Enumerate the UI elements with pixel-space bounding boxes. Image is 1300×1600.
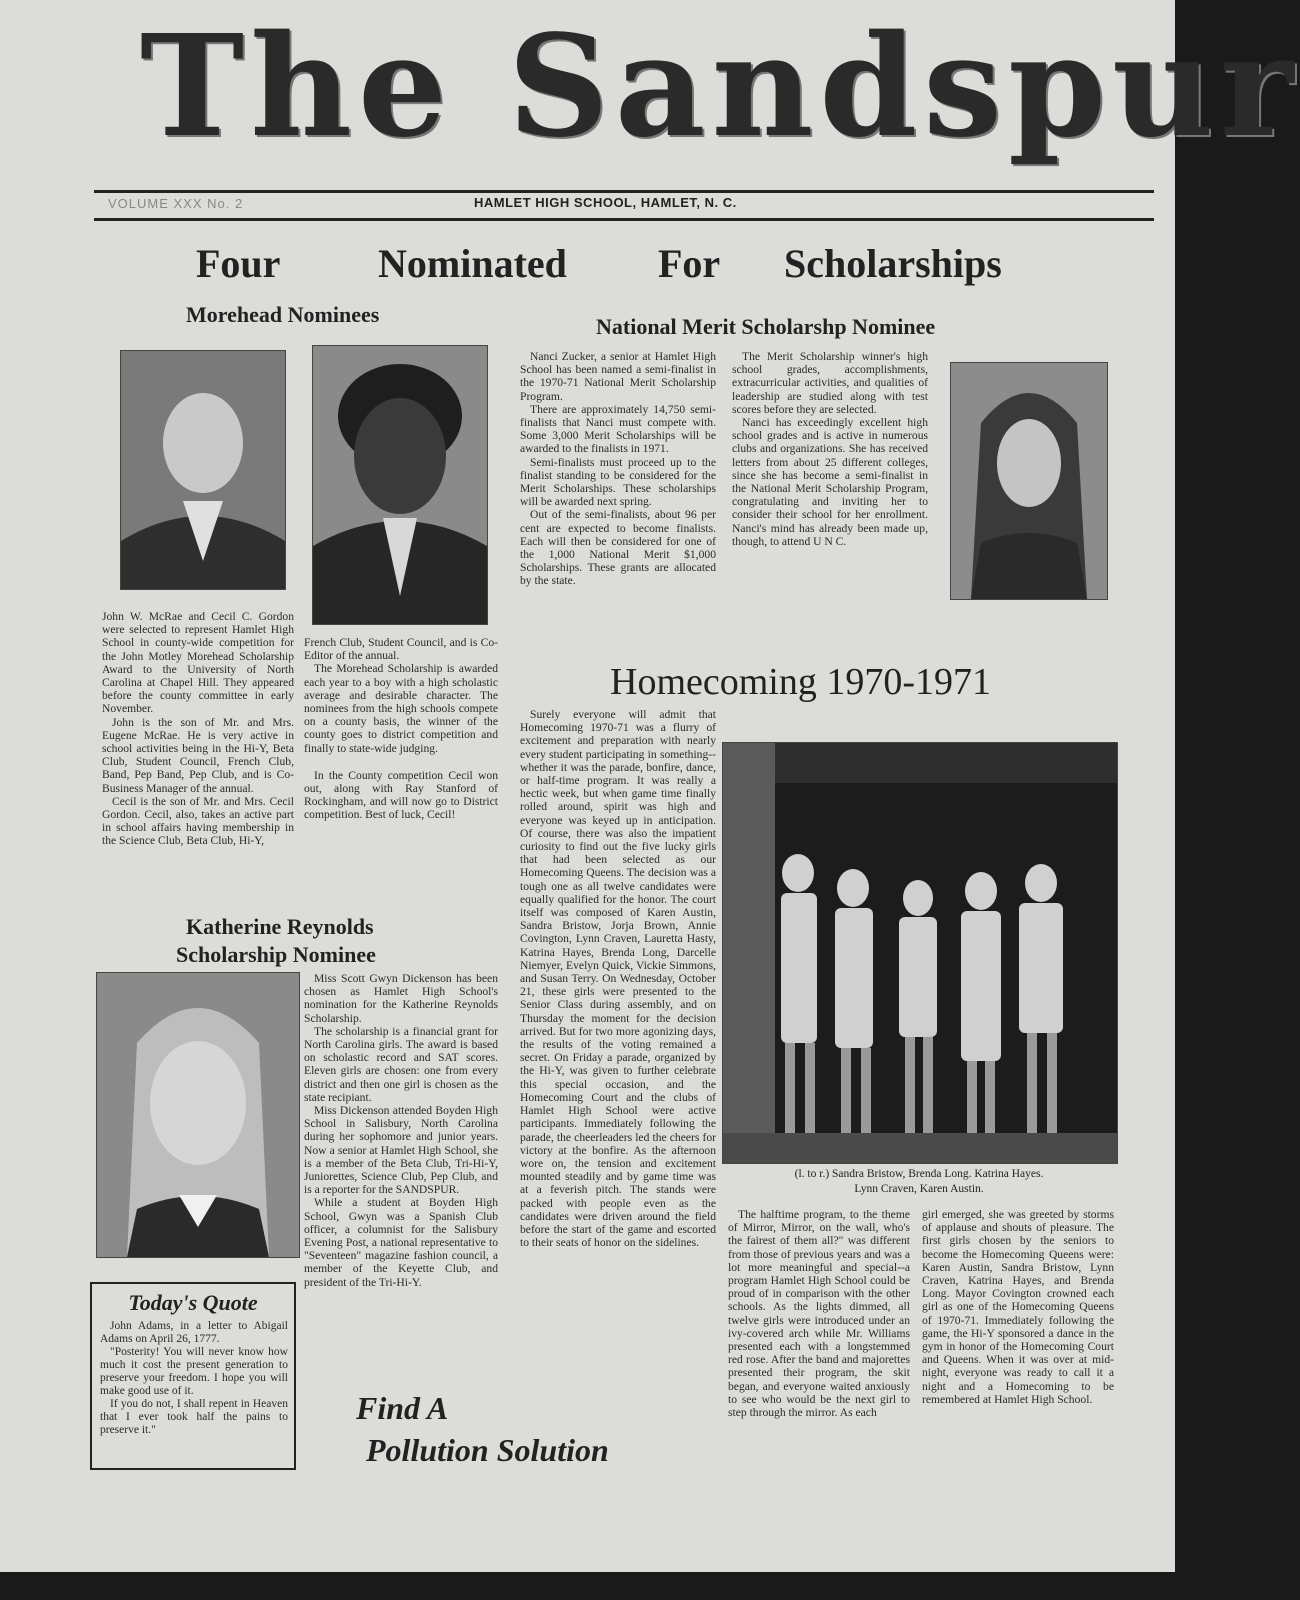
portrait-graphic — [951, 363, 1107, 599]
headline-word-for: For — [658, 241, 721, 286]
paragraph: John W. McRae and Cecil C. Gordon were selected to represent Hamlet High School in county-wide competition for the John Motley Morehead Scholarship Award to the University of North Carolina at Chapel Hill. They appeared before the county committee in early November. — [102, 610, 294, 716]
headline-word-four: Four — [196, 241, 281, 286]
paragraph: John Adams, in a letter to Abigail Adams on April 26, 1777. — [100, 1320, 288, 1345]
homecoming-col3 — [922, 1208, 1114, 1406]
paragraph: Surely everyone will admit that Homecoming 1970-71 was a flurry of excitement and preparation with nearly every student participating in something--whether it was the parade, bonfire, dance, or half-time program. It was really a hectic week, but when game time finally rolled around, spirit was high and everyone was keyed up in anticipation. Of course, there was also the impatient curiosity to find out the five lucky girls that had been selected as our Homecoming Queens. The decision was a tough one as all twelve candidates were equally qualified for the honor. The court itself was composed of Karen Austin, Sandra Bristow, Jorja Brown, Annie Covington, Lynn Craven, Lauretta Hasty, Katrina Hayes, Brenda Long, Darcelle Niemyer, Evelyn Quick, Vickie Simmons, and Susan Terry. On Wednesday, October 21, these girls were presented to the Senior Class during assembly, and on Thursday the moment for the decision arrived. But for two more agonizing days, the results of the voting remained a secret. On Friday a parade, organized by the Hi-Y, was given to further celebrate this special occasion, and the Homecoming Court and the clubs of Hamlet High School were active participants. Immediately following the parade, the cheerleaders led the cheers for victory at the bonfire. As the afternoon wore on, the tension and excitement mounted steadily and by game time was at a feverish pitch. The stands were packed with people even as the candidates were driven around the field before the start of the game and escorted to their seats of honor on the sidelines. — [520, 708, 716, 1250]
masthead-info-row — [94, 194, 1154, 216]
merit-col2 — [732, 350, 928, 548]
paragraph: "Posterity! You will never know how much it cost the present generation to preserve your freedom. I hope you will make good use of it. — [100, 1346, 288, 1397]
paragraph: Semi-finalists must proceed up to the finalist standing to be considered for the Merit Scholarships. These scholarships will be awarded next spring. — [520, 455, 716, 509]
photo-john-mcrae — [120, 350, 286, 590]
portrait-graphic — [97, 973, 299, 1257]
pollution-line2: Pollution Solution — [366, 1432, 609, 1468]
group-photo-graphic — [723, 743, 1117, 1163]
morehead-heading: Morehead Nominees — [186, 302, 380, 327]
homecoming-col2 — [728, 1208, 910, 1419]
reynolds-heading-1: Katherine Reynolds — [186, 914, 374, 939]
todays-quote-box — [90, 1282, 296, 1470]
quote-body — [92, 1316, 294, 1437]
merit-heading: National Merit Scholarshp Nominee — [596, 314, 936, 339]
paragraph: Out of the semi-finalists, about 96 per cent are expected to become finalists. Each will then be considered for one of the 1,000 National Merit $1,000 Scholarships. These grants are allocated by the state. — [520, 508, 716, 588]
photo-caption-line1: (l. to r.) Sandra Bristow, Brenda Long. Katrina Hayes. — [794, 1168, 1044, 1180]
top-rule — [94, 190, 1154, 193]
photo-homecoming-queens — [722, 742, 1118, 1164]
paragraph: Cecil is the son of Mr. and Mrs. Cecil Gordon. Cecil, also, takes an active part in school affairs having membership in the Science Club, Beta Club, Hi-Y, — [102, 794, 294, 848]
paragraph: Miss Dickenson attended Boyden High School in Salisbury, North Carolina during her sophomore and junior years. Now a senior at Hamlet High School, she is a member of the Beta Club, Tri-Hi-Y, Juniorettes, Science Club, Pep Club, and is a reporter for the SANDSPUR. — [304, 1104, 498, 1197]
paragraph: In the County competition Cecil won out, along with Ray Stanford of Rockingham, and will now go to District competition. Best of luck, Cecil! — [304, 768, 498, 822]
paragraph: Nanci has exceedingly excellent high school grades and is active in numerous clubs and organizations. She has received letters from about 25 different colleges, since she has become a semi-finalist in the National Merit Scholarship Program, congratulating and inviting her to consider their school for her enrollment. Nanci's mind has already been made up, though, to attend U N C. — [732, 416, 928, 548]
bottom-rule — [94, 218, 1154, 221]
volume-label: VOLUME XXX No. 2 — [108, 196, 244, 211]
homecoming-col1 — [520, 708, 716, 1249]
morehead-col2 — [304, 636, 498, 822]
morehead-col1 — [102, 610, 294, 848]
portrait-graphic — [313, 346, 487, 624]
paragraph: John is the son of Mr. and Mrs. Eugene McRae. He is very active in school activities being in the Hi-Y, Beta Club, Student Council, French Club, Band, Pep Band, Pep Club, and is Co-Business Manager of the annual. — [102, 715, 294, 795]
headline-word-scholarships: Scholarships — [784, 241, 1002, 286]
paragraph: While a student at Boyden High School, Gwyn was a Spanish Club officer, a columnist for the Salisbury Evening Post, a national representative to "Seventeen" magazine fashion council, a member of the Keyette Club, and president of the Tri-Hi-Y. — [304, 1196, 498, 1289]
reynolds-body — [304, 972, 498, 1289]
pollution-line1: Find A — [356, 1390, 449, 1426]
photo-gwyn-dickenson — [96, 972, 300, 1258]
masthead-title: The Sandspur — [140, 5, 1300, 169]
portrait-graphic — [121, 351, 285, 589]
photo-nanci-zucker — [950, 362, 1108, 600]
quote-title: Today's Quote — [128, 1290, 258, 1315]
paragraph: The scholarship is a financial grant for North Carolina girls. The award is based on scholastic record and SAT scores. Eleven girls are chosen: one from every district and then one girl is chosen as the state recipiant. — [304, 1024, 498, 1104]
homecoming-heading: Homecoming 1970-1971 — [610, 661, 992, 703]
paragraph: If you do not, I shall repent in Heaven that I ever took half the pains to preserve it." — [100, 1398, 288, 1436]
paragraph: The Morehead Scholarship is awarded each year to a boy with a high scholastic average and desirable character. The nominees from the high schools compete on a county basis, the winner of the county goes to district competition and finally to state-wide judging. — [304, 662, 498, 755]
paragraph: French Club, Student Council, and is Co-Editor of the annual. — [304, 636, 498, 663]
paragraph: Miss Scott Gwyn Dickenson has been chosen as Hamlet High School's nomination for the Katherine Reynolds Scholarship. — [304, 972, 498, 1025]
paragraph: The halftime program, to the theme of Mirror, Mirror, on the wall, who's the fairest of them all?" was different from those of previous years and was a lot more meaningful and special--a program Hamlet High School could be proud of in comparison with the other schools. As the lights dimmed, all twelve girls were introduced under an ivy-covered arch while Mr. Williams presented each with a longstemmed red rose. After the band and majorettes presented their program, the skit began, and everyone waited anxiously to see who would be the next girl to step through the mirror. As each — [728, 1208, 910, 1420]
photo-caption-line2: Lynn Craven, Karen Austin. — [854, 1183, 984, 1195]
merit-col1 — [520, 350, 716, 588]
headline-word-nominated: Nominated — [378, 241, 567, 286]
paragraph: Nanci Zucker, a senior at Hamlet High School has been named a semi-finalist in the 1970-71 National Merit Scholarship Program. — [520, 350, 716, 403]
photo-cecil-gordon — [312, 345, 488, 625]
paragraph: There are approximately 14,750 semi-finalists that Nanci must compete with. Some 3,000 Merit Scholarships will be awarded to the finalists in 1971. — [520, 402, 716, 456]
paragraph: girl emerged, she was greeted by storms of applause and shouts of pleasure. The first girls chosen by the seniors to become the Homecoming Queens were: Karen Austin, Sandra Bristow, Lynn Craven, Katrina Hayes, and Brenda Long. Mayor Covington crowned each girl as one of the Homecoming Queens of 1970-71. Immediately following the game, the Hi-Y sponsored a dance in the gym in honor of the Homecoming Court and Queens. When it was over at mid-night, everyone was ready to call it a night and a Homecoming to be remembered at Hamlet High School. — [922, 1208, 1114, 1406]
paragraph: The Merit Scholarship winner's high school grades, accomplishments, extracurricular activities, and qualities of leadership are studied along with test scores before they are selected. — [732, 350, 928, 416]
school-line: HAMLET HIGH SCHOOL, HAMLET, N. C. — [474, 195, 737, 210]
reynolds-heading-2: Scholarship Nominee — [176, 942, 376, 967]
